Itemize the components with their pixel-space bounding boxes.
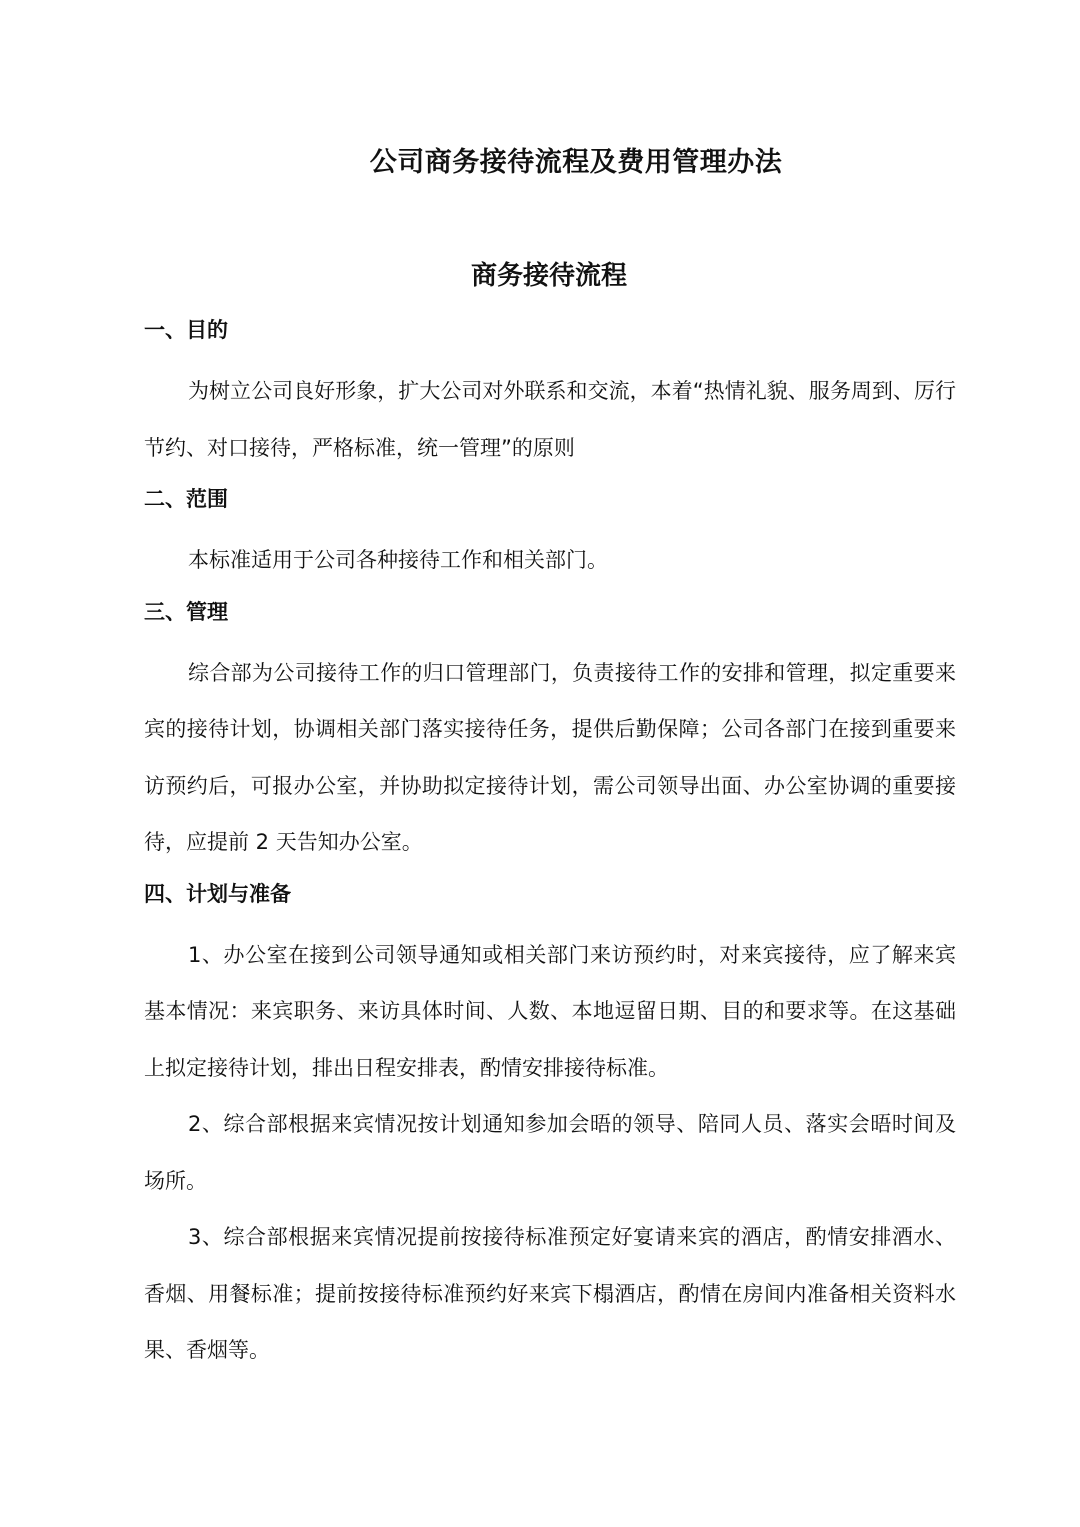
document-title: 公司商务接待流程及费用管理办法 <box>369 147 783 178</box>
document-body <box>144 307 956 1379</box>
paragraph: 本标准适用于公司各种接待工作和相关部门。 <box>188 548 608 572</box>
section-scope <box>144 476 956 589</box>
section-heading: 三、管理 <box>144 599 228 624</box>
paragraph: 1、办公室在接到公司领导通知或相关部门来访预约时，对来宾接待，应了解来宾基本情况：来宾职务、来访具体时间、人数、本地逗留日期、目的和要求等。在这基础上拟定接待计划，排出日程安排表，酌情安排接待标准。 <box>144 942 956 1080</box>
paragraph: 综合部为公司接待工作的归口管理部门，负责接待工作的安排和管理，拟定重要来宾的接待计划，协调相关部门落实接待任务，提供后勤保障；公司各部门在接到重要来访预约后，可报办公室，并协助拟定接待计划，需公司领导出面、办公室协调的重要接待，应提前 2 天告知办公室。 <box>144 660 956 854</box>
paragraph: 为树立公司良好形象，扩大公司对外联系和交流，本着“热情礼貌、服务周到、厉行节约、对口接待，严格标准，统一管理”的原则 <box>144 379 956 460</box>
section-purpose <box>144 307 956 476</box>
section-management <box>144 589 956 871</box>
paragraph: 2、综合部根据来宾情况按计划通知参加会晤的领导、陪同人员、落实会晤时间及场所。 <box>144 1112 956 1193</box>
section-heading: 四、计划与准备 <box>144 881 291 906</box>
section-planning <box>144 871 956 1379</box>
section-title: 商务接待流程 <box>470 261 627 291</box>
section-heading: 二、范围 <box>144 487 228 511</box>
section-heading: 一、目的 <box>144 318 228 342</box>
paragraph: 3、综合部根据来宾情况提前按接待标准预定好宴请来宾的酒店，酌情安排酒水、香烟、用餐标准；提前按接待标准预约好来宾下榻酒店，酌情在房间内准备相关资料水果、香烟等。 <box>144 1225 956 1362</box>
